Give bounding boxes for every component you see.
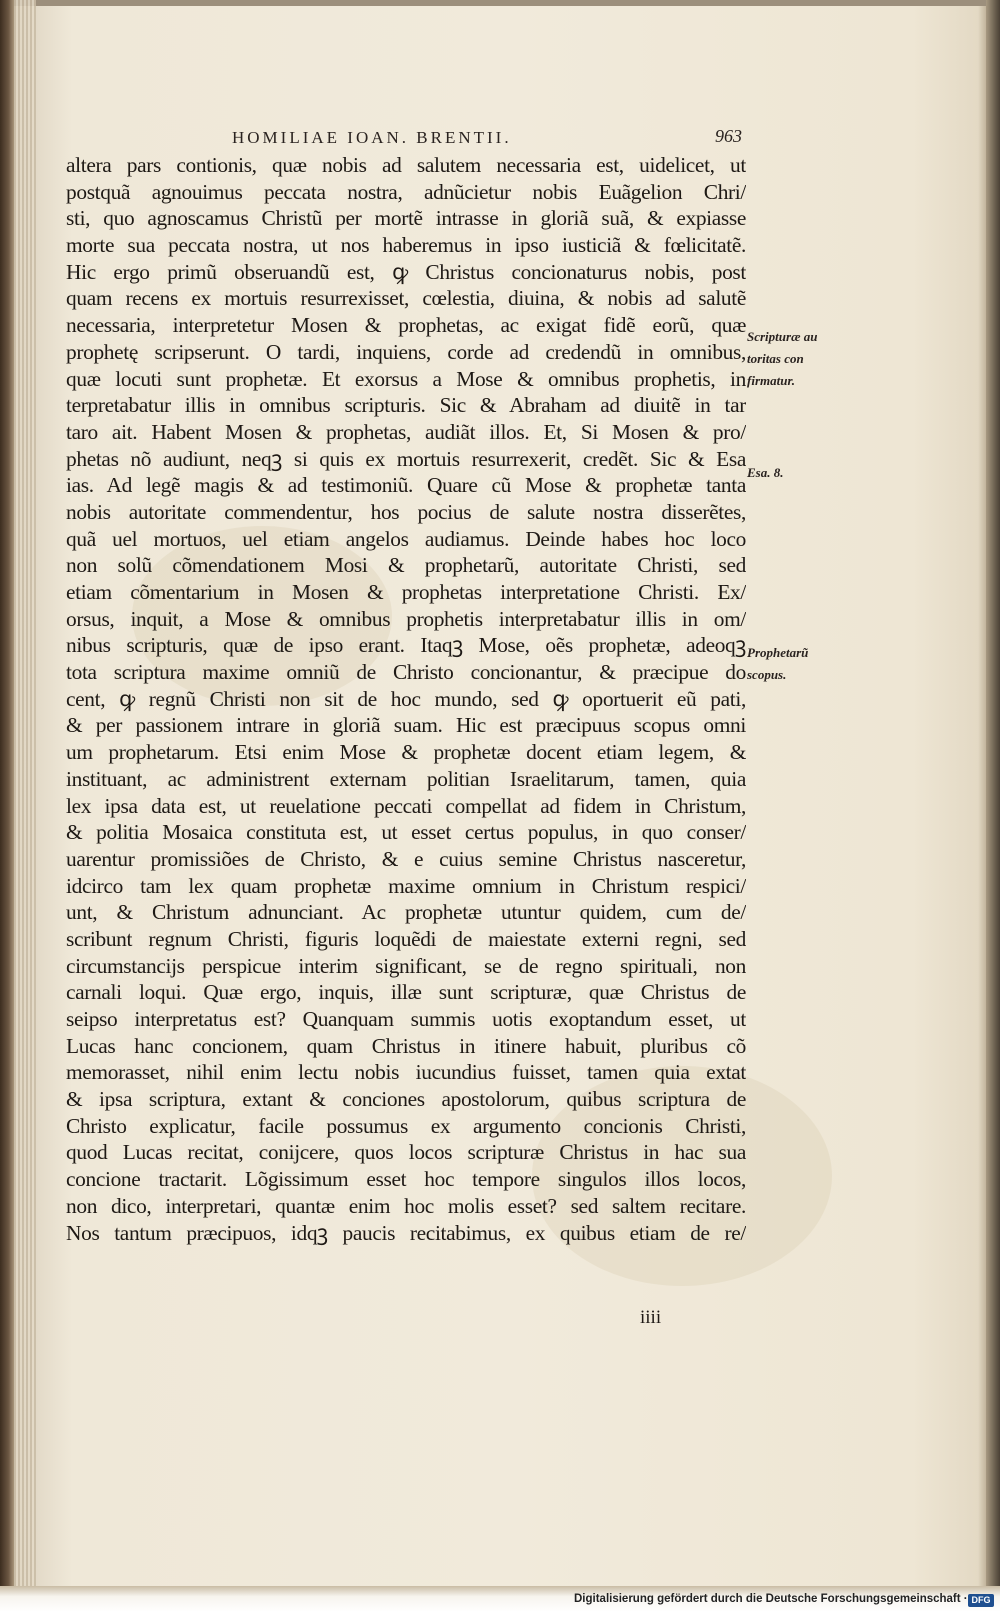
text-line: Hic ergo primũ obseruandũ est, ꝙ Christus concionaturus nobis, post xyxy=(66,259,746,284)
text-line: circumstancijs perspicue interim significant, se de regno spirituali, non xyxy=(66,953,746,978)
text-line: scribunt regnum Christi, figuris loquẽdi de maiestate externi regni, sed xyxy=(66,926,746,951)
text-line: & politia Mosaica constituta est, ut esset certus populus, in quo conser/ xyxy=(66,820,746,845)
text-line: nobis autoritate commendentur, hos pocius de salute nostra disserẽtes, xyxy=(66,499,746,524)
text-line: instituant, ac administrent externam politian Israelitarum, tamen, quia xyxy=(66,766,746,791)
text-line: unt, & Christum adnunciant. Ac prophetæ utuntur quidem, cum de/ xyxy=(66,900,746,925)
text-line: sti, quo agnoscamus Christũ per mortẽ intrasse in gloriã suã, & expiasse xyxy=(66,206,746,231)
folio-number: 963 xyxy=(715,126,742,146)
text-line: nibus scripturis, quæ de ipso erant. Itaqꝫ Mose, oẽs prophetæ, adeoqꝫ xyxy=(66,633,746,658)
text-line: Lucas hanc concionem, quam Christus in itinere habuit, pluribus cõ xyxy=(66,1033,746,1058)
body-text xyxy=(66,152,746,1246)
margin-note-line: firmatur. xyxy=(747,373,796,388)
text-line: quã uel mortuos, uel etiam angelos audiamus. Deinde habes hoc loco xyxy=(66,526,746,551)
margin-note-line: Prophetarũ xyxy=(747,645,809,660)
text-line: quam recens ex mortuis resurrexisset, cœlestia, diuina, & nobis ad salutẽ xyxy=(66,286,746,311)
text-line: concione tractarit. Lõgissimum esset hoc tempore singulos illos locos, xyxy=(66,1167,746,1192)
digitization-credit: Digitalisierung gefördert durch die Deutsche Forschungsgemeinschaft · xyxy=(574,1593,968,1605)
text-line: um prophetarum. Etsi enim Mose & prophetæ docent etiam legem, & xyxy=(66,740,746,765)
text-line: seipso interpretatus est? Quanquam summis uotis exoptandum esset, ut xyxy=(66,1007,746,1031)
text-line: carnali loqui. Quæ ergo, inquis, illæ sunt scripturæ, quæ Christus de xyxy=(66,980,746,1005)
signature-mark: iiii xyxy=(640,1307,662,1328)
page-edges xyxy=(14,0,36,1612)
running-header: HOMILIAE IOAN. BRENTII. xyxy=(232,128,512,147)
text-line: quæ locuti sunt prophetæ. Et exorsus a Mose & omnibus prophetis, in xyxy=(66,366,746,391)
text-line: tota scriptura maxime omniũ de Christo concionantur, & præcipue do xyxy=(66,660,746,685)
book-spine xyxy=(0,0,14,1612)
text-line: morte sua peccata nostra, ut nos haberemus in ipso iusticiã & fœlicitatẽ. xyxy=(66,233,746,258)
text-line: cent, ꝙ regnũ Christi non sit de hoc mundo, sed ꝙ oportuerit eũ pati, xyxy=(66,686,746,711)
margin-note-line: toritas con xyxy=(747,351,804,366)
margin-note-line: Esa. 8. xyxy=(747,465,784,480)
margin-note-line: scopus. xyxy=(747,667,787,682)
dfg-logo: DFG xyxy=(968,1594,994,1607)
text-line: postquã agnouimus peccata nostra, adnũcietur nobis Euãgelion Chri/ xyxy=(66,179,746,204)
margin-note-esa xyxy=(747,462,783,484)
text-line: uarentur promissiões de Christo, & e cuius semine Christus nasceretur, xyxy=(66,846,746,871)
text-line: quod Lucas recitat, conijcere, quos locos scripturæ Christus in hac sua xyxy=(66,1140,746,1165)
text-line: ias. Ad legẽ magis & ad testimoniũ. Quare cũ Mose & prophetæ tanta xyxy=(66,473,746,498)
text-line: & ipsa scriptura, extant & conciones apostolorum, quibus scriptura de xyxy=(66,1087,746,1112)
text-line: prophetę scripserunt. O tardi, inquiens, corde ad credendũ in omnibus, xyxy=(66,339,746,364)
text-line: altera pars contionis, quæ nobis ad salutem necessaria est, uidelicet, ut xyxy=(66,153,746,177)
text-line: non dico, interpretari, quantæ enim hoc molis esset? sed saltem recitare. xyxy=(66,1193,746,1218)
text-line: orsus, inquit, a Mose & omnibus prophetis interpretabatur illis in om/ xyxy=(66,606,746,631)
text-line: & per passionem intrare in gloriã suam. Hic est præcipuus scopus omni xyxy=(66,713,746,738)
text-line: necessaria, interpretetur Mosen & prophetas, ac exigat fidẽ eorũ, quæ xyxy=(66,313,746,338)
text-line: taro ait. Habent Mosen & prophetas, audiãt illos. Et, Si Mosen & pro/ xyxy=(66,419,746,444)
text-line: memorasset, nihil enim lectu nobis iucundius fuisset, tamen quia extat xyxy=(66,1060,746,1085)
text-line: etiam cõmentarium in Mosen & prophetas interpretatione Christi. Ex/ xyxy=(66,580,746,604)
text-line: Christo explicatur, facile possumus ex argumento concionis Christi, xyxy=(66,1113,746,1138)
text-line: Nos tantum præcipuos, idqꝫ paucis recitabimus, ex quibus etiam de re/ xyxy=(66,1220,746,1245)
margin-note-scripturae xyxy=(747,326,817,392)
text-line: lex ipsa data est, ut reuelatione peccati compellat ad fidem in Christum, xyxy=(66,793,746,818)
text-line: phetas nõ audiunt, neqꝫ si quis ex mortuis resurrexerit, credẽt. Sic & Esa xyxy=(66,446,746,471)
right-page-edge xyxy=(986,0,1000,1612)
text-line: terpretabatur illis in omnibus scripturis. Sic & Abraham ad diuitẽ in tar xyxy=(66,393,746,418)
text-line: non solũ cõmendationem Mosi & prophetarũ, autoritate Christi, sed xyxy=(66,553,746,578)
margin-note-line: Scripturæ au xyxy=(747,329,818,344)
text-line: idcirco tam lex quam prophetæ maxime omnium in Christum respici/ xyxy=(66,873,746,898)
margin-note-prophetarum xyxy=(747,642,808,686)
